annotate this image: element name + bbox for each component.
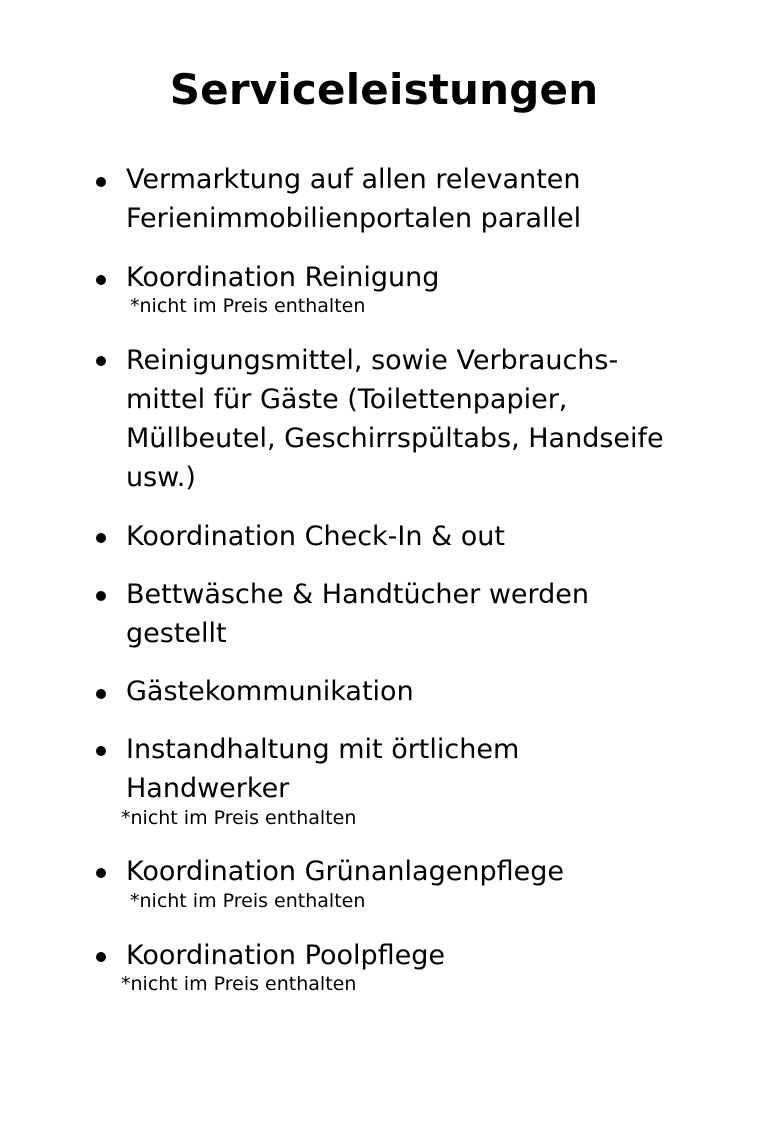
bullet-icon <box>96 746 106 756</box>
bullet-icon <box>96 868 106 878</box>
list-item-label: Koordination Check-In & out <box>126 521 505 552</box>
bullet-icon <box>96 952 106 962</box>
bullet-icon <box>96 591 106 601</box>
list-item-note: *nicht im Preis enthalten <box>130 295 366 317</box>
list-item-note: *nicht im Preis enthalten <box>121 973 357 995</box>
bullet-icon <box>96 275 106 285</box>
list-item-label: Gästekommunikation <box>126 676 414 707</box>
list-item-label: Koordination Reinigung <box>126 262 440 293</box>
list-item-label: Koordination Grünanlagenpflege <box>126 856 564 887</box>
bullet-icon <box>96 177 106 187</box>
list-item-note: *nicht im Preis enthalten <box>121 807 357 829</box>
page-title: Serviceleistungen <box>169 65 599 114</box>
list-item-note: *nicht im Preis enthalten <box>130 890 366 912</box>
list-item-label: Reinigungsmittel, sowie Verbrauchs-mittel für Gäste (Toilettenpapier, Müllbeutel, Geschirrspültabs, Handseife usw.) <box>126 345 664 493</box>
bullet-icon <box>96 356 106 366</box>
list-item-label: Bettwäsche & Handtücher werden gestellt <box>126 579 590 649</box>
list-item-label: Vermarktung auf allen relevanten Ferienimmobilienportalen parallel <box>126 164 582 234</box>
bullet-icon <box>96 533 106 543</box>
bullet-icon <box>96 689 106 699</box>
list-item-label: Koordination Poolpflege <box>126 940 445 971</box>
list-item-label: Instandhaltung mit örtlichem Handwerker <box>126 734 520 804</box>
